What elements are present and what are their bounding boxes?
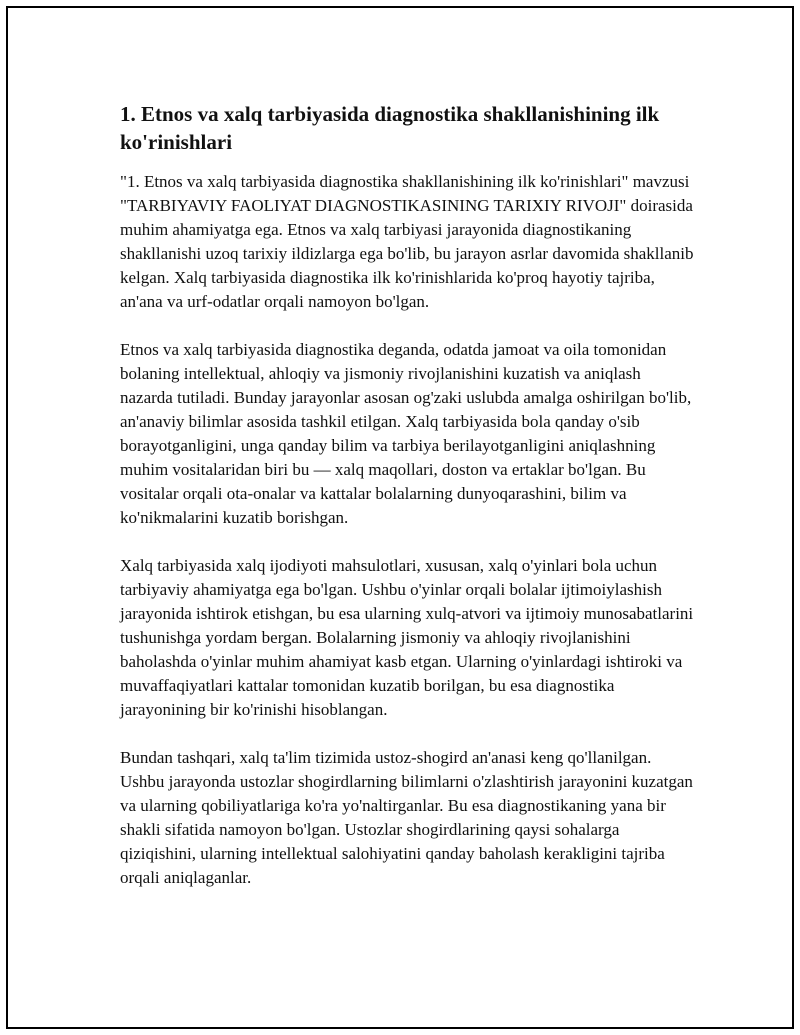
paragraph-1: "1. Etnos va xalq tarbiyasida diagnostika shakllanishining ilk ko'rinishlari" mavzusi "TARBIYAVIY FAOLIYAT DIAGNOSTIKASINING TARIXIY RIVOJI" doirasida muhim ahamiyatga ega. Etnos va xalq tarbiyasi jarayonida diagnostikaning shakllanishi uzoq tarixiy ildizlarga ega bo'lib, bu jarayon asrlar davomida shakllanib kelgan. Xalq tarbiyasida diagnostika ilk ko'rinishlarida ko'proq hayotiy tajriba, an'ana va urf-odatlar orqali namoyon bo'lgan. — [120, 172, 694, 311]
document-content — [120, 100, 695, 914]
paragraph-4: Bundan tashqari, xalq ta'lim tizimida ustoz-shogird an'anasi keng qo'llanilgan. Ushbu jarayonda ustozlar shogirdlarning bilimlarni o'zlashtirish jarayonini kuzatgan va ularning qobiliyatlariga ko'ra yo'naltirganlar. Bu esa diagnostikaning yana bir shakli sifatida namoyon bo'lgan. Ustozlar shogirdlarining qaysi sohalarga qiziqishini, ularning intellektual salohiyatini qanday baholash kerakligini tajriba orqali aniqlaganlar. — [120, 748, 693, 887]
document-page — [6, 6, 794, 1029]
document-title: 1. Etnos va xalq tarbiyasida diagnostika shakllanishining ilk ko'rinishlari — [120, 102, 660, 154]
paragraph-2: Etnos va xalq tarbiyasida diagnostika deganda, odatda jamoat va oila tomonidan bolaning intellektual, ahloqiy va jismoniy rivojlanishini kuzatish va aniqlash nazarda tutiladi. Bunday jarayonlar asosan og'zaki uslubda amalga oshirilgan bo'lib, an'anaviy bilimlar asosida tashkil etilgan. Xalq tarbiyasida bola qanday o'sib borayotganligini, unga qanday bilim va tarbiya berilayotganligini aniqlashning muhim vositalaridan biri bu — xalq maqollari, doston va ertaklar bo'lgan. Bu vositalar orqali ota-onalar va kattalar bolalarning dunyoqarashini, bilim va ko'nikmalarini kuzatib borishgan. — [120, 340, 692, 527]
paragraph-3: Xalq tarbiyasida xalq ijodiyoti mahsulotlari, xususan, xalq o'yinlari bola uchun tarbiyaviy ahamiyatga ega bo'lgan. Ushbu o'yinlar orqali bolalar ijtimoiylashish jarayonida ishtirok etishgan, bu esa ularning xulq-atvori va ijtimoiy munosabatlarini tushunishga yordam bergan. Bolalarning jismoniy va ahloqiy rivojlanishini baholashda o'yinlar muhim ahamiyat kasb etgan. Ularning o'yinlardagi ishtiroki va muvaffaqiyatlari kattalar tomonidan kuzatib borilgan, bu esa diagnostika jarayonining bir ko'rinishi hisoblangan. — [120, 556, 694, 719]
